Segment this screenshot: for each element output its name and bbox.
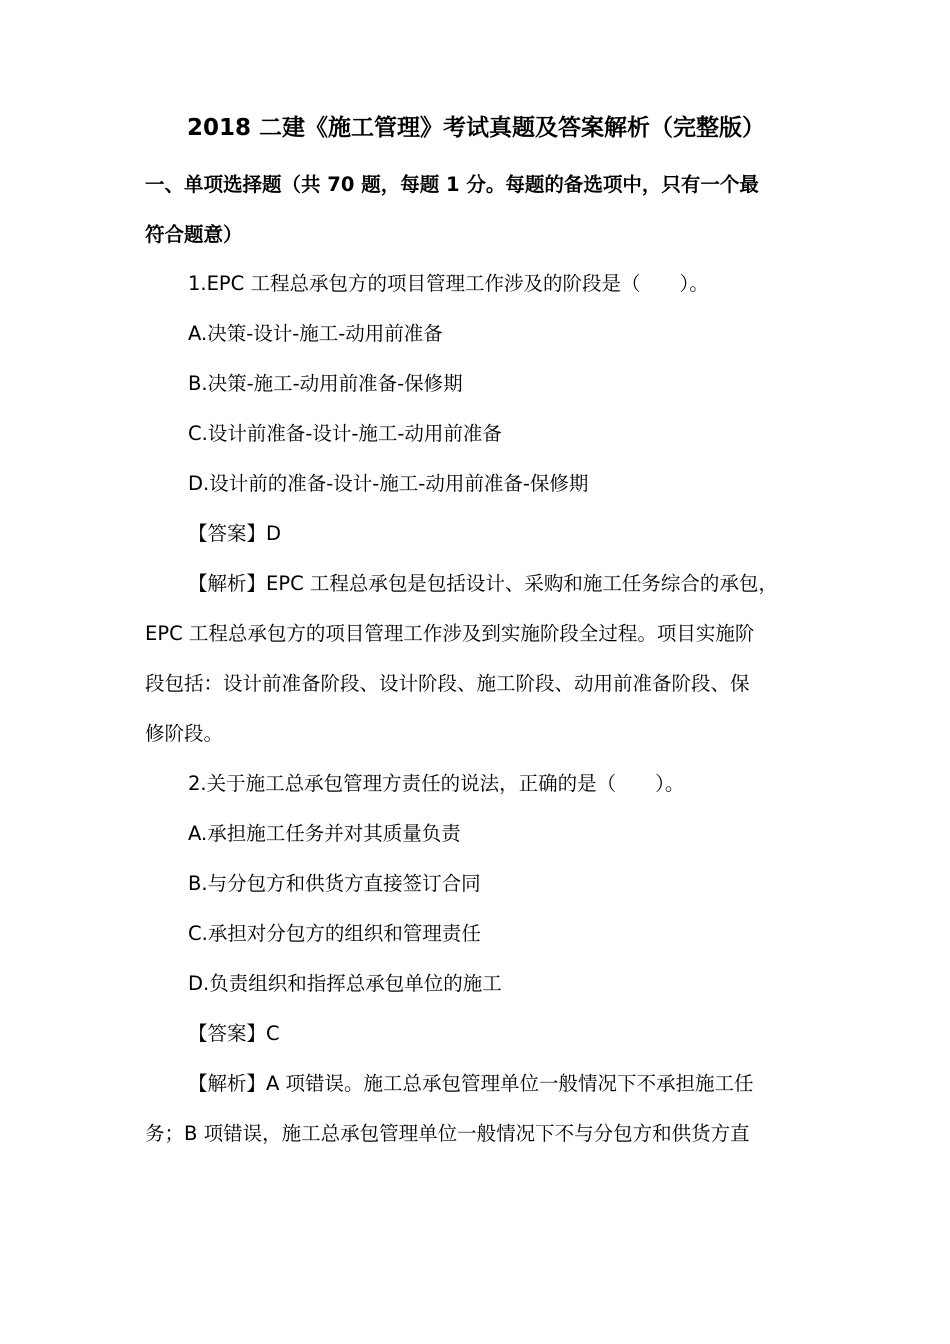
question-1-option-c: C.设计前准备-设计-施工-动用前准备	[188, 422, 502, 445]
question-1-option-d: D.设计前的准备-设计-施工-动用前准备-保修期	[188, 472, 589, 495]
question-2-analysis	[145, 1059, 807, 1159]
question-2-stem: 2.关于施工总承包管理方责任的说法，正确的是（ ）。	[188, 772, 685, 795]
question-1-stem: 1.EPC 工程总承包方的项目管理工作涉及的阶段是（ ）。	[188, 272, 709, 295]
question-2-analysis-line-2: 务；B 项错误，施工总承包管理单位一般情况下不与分包方和供货方直	[145, 1122, 750, 1145]
section-heading-line-1: 一、单项选择题（共 70 题，每题 1 分。每题的备选项中，只有一个最	[145, 173, 759, 196]
question-1-analysis-line-3: 段包括：设计前准备阶段、设计阶段、施工阶段、动用前准备阶段、保	[145, 672, 750, 695]
question-1-answer: 【答案】D	[188, 522, 282, 545]
question-2-option-b: B.与分包方和供货方直接签订合同	[188, 872, 481, 895]
section-heading	[145, 160, 807, 260]
question-2-option-d: D.负责组织和指挥总承包单位的施工	[188, 972, 502, 995]
question-1-analysis	[145, 559, 807, 759]
question-2-analysis-line-1: 【解析】A 项错误。施工总承包管理单位一般情况下不承担施工任	[188, 1072, 754, 1095]
question-1-analysis-line-4: 修阶段。	[145, 722, 224, 745]
question-2-option-c: C.承担对分包方的组织和管理责任	[188, 922, 481, 945]
document-body	[145, 259, 807, 1159]
question-1-analysis-line-1: 【解析】EPC 工程总承包是包括设计、采购和施工任务综合的承包，	[188, 572, 778, 595]
question-1-option-a: A.决策-设计-施工-动用前准备	[188, 322, 443, 345]
question-2-option-a: A.承担施工任务并对其质量负责	[188, 822, 461, 845]
question-2-answer: 【答案】C	[188, 1022, 280, 1045]
document-title: 2018 二建《施工管理》考试真题及答案解析（完整版）	[186, 115, 766, 141]
question-1-option-b: B.决策-施工-动用前准备-保修期	[188, 372, 463, 395]
question-1-analysis-line-2: EPC 工程总承包方的项目管理工作涉及到实施阶段全过程。项目实施阶	[145, 622, 755, 645]
section-heading-line-2: 符合题意）	[145, 223, 243, 246]
